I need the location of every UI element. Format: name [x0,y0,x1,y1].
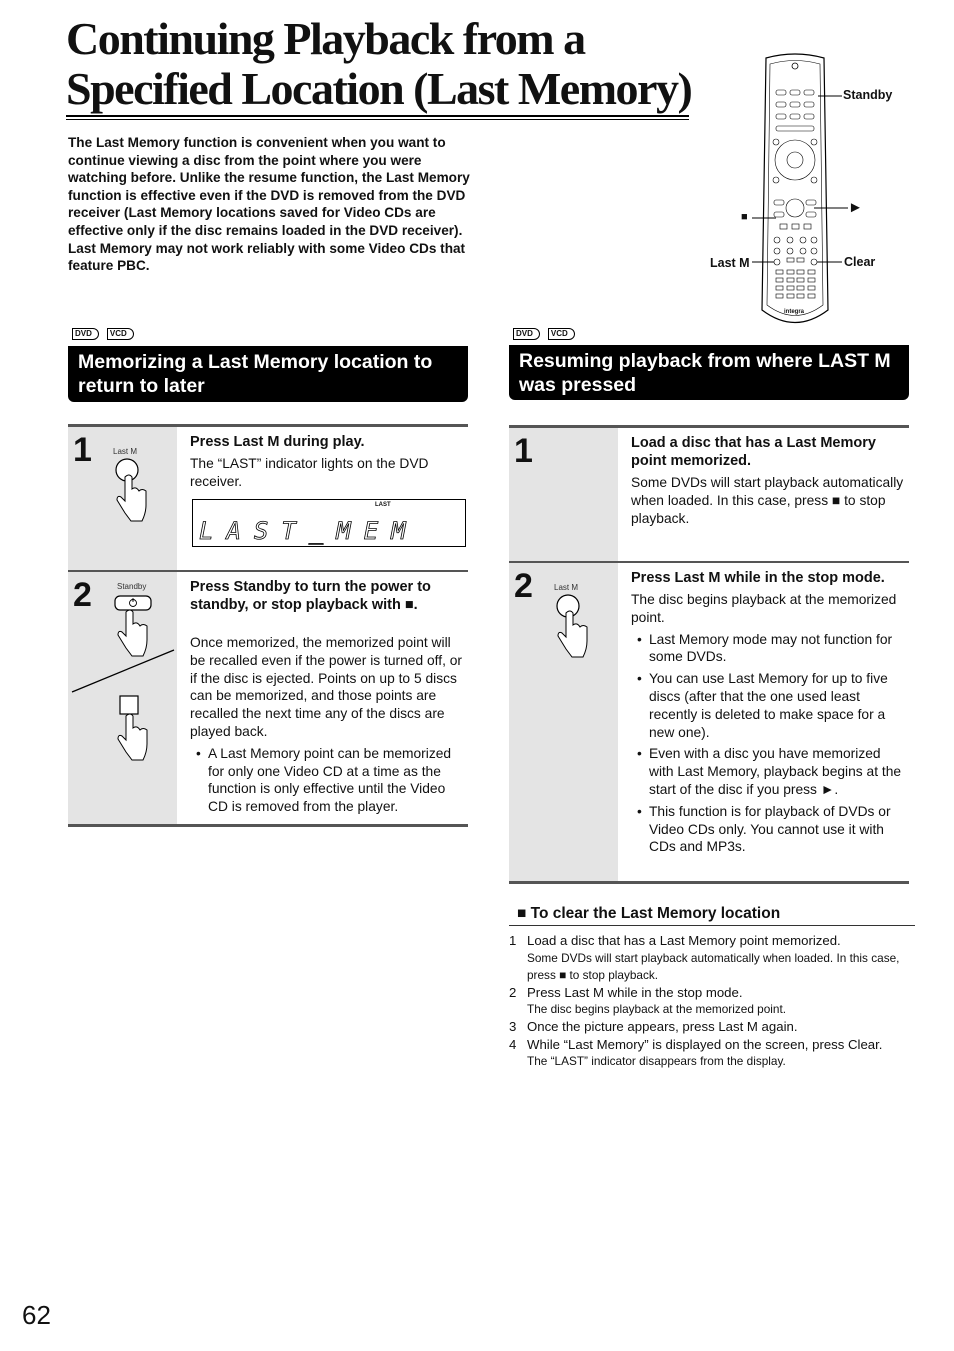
clear-section [509,905,909,1070]
vcd-badge: VCD [107,328,134,340]
vcd-badge: VCD [548,328,575,340]
stop-callout: ■ [741,211,748,223]
step-text: The “LAST” indicator lights on the DVD receiver. [190,456,429,489]
step-bullets [631,631,905,857]
clear-step-text: Press Last M while in the stop mode. [527,984,743,1000]
clear-step-note: Some DVDs will start playback automatically when loaded. In this case, press ■ to stop playback. [527,950,900,982]
step-text: Some DVDs will start playback automatically when loaded. In this case, press ■ to stop playback. [631,475,904,526]
bullet-item: • You can use Last Memory for up to five discs (after that the one used least recently is deleted to make space for a new one). [631,670,905,741]
clear-step-note: The disc begins playback at the memorized point. [527,1002,787,1016]
clear-step-item [509,932,909,984]
front-panel-display [192,499,466,547]
step-text: The disc begins playback at the memorized point. [631,592,897,625]
clear-step-item [509,1036,909,1071]
title-rule [66,115,689,120]
dvd-badge: DVD [72,328,99,340]
intro-text [68,134,473,275]
clear-step-number: 4 [509,1036,517,1052]
resuming-heading: Resuming playback from where LAST M was pressed [509,345,909,400]
remote-illustration [700,50,920,335]
step-number: 1 [514,432,533,470]
page-number: 62 [22,1300,51,1330]
step-title: Press Last M while in the stop mode. [631,570,885,586]
last-m-callout: Last M [710,256,750,270]
memorizing-heading: Memorizing a Last Memory location to return to later [68,346,468,402]
step-title: Press Standby to turn the power to standby, or stop playback with ■. [190,579,431,613]
disc-badges [513,328,575,340]
clear-step-number: 1 [509,933,517,948]
key-label: Standby [117,582,147,591]
step-number: 1 [73,431,92,469]
last-indicator: LAST [375,501,391,508]
finger-press-icon [108,455,168,525]
bullet-item: • This function is for playback of DVDs or Video CDs only. You cannot use it with CDs and MP3s. [631,803,905,856]
standby-callout: Standby [843,88,893,102]
clear-step-text: Once the picture appears, press Last M again. [527,1019,798,1034]
clear-step-item [509,984,909,1019]
clear-step-text: While “Last Memory” is displayed on the screen, press Clear. [527,1036,883,1052]
step-number: 2 [73,576,92,614]
standby-press-icon [68,592,177,772]
resuming-step-2 [509,561,909,881]
clear-step-note: The “LAST” indicator disappears from the display. [527,1054,786,1068]
bullet-item: • Last Memory mode may not function for some DVDs. [631,631,905,667]
remote-brand: integra [784,309,805,315]
intro-paragraph: Last Memory may not work reliably with some Video CDs that feature PBC. [68,240,466,274]
bullet-item: • Even with a disc you have memorized with Last Memory, playback begins at the start of the disc if you press ►. [631,745,905,798]
clear-heading: ■ To clear the Last Memory location [509,905,915,926]
page-title: Continuing Playback from a Specified Location (Last Memory) [66,13,692,114]
step-title: Press Last M during play. [190,434,365,450]
memorizing-step-2 [68,570,468,824]
intro-paragraph: The Last Memory function is convenient when you want to continue viewing a disc from the point where you were watching before. Unlike the resume function, the Last Memory function is effective even if the DVD is removed from the DVD receiver (Last Memory locations saved for Video CDs are effective only if the disc remains loaded in the DVD receiver). [68,135,470,238]
resuming-steps [509,425,909,884]
key-label: Last M [554,583,579,592]
resuming-step-1 [509,428,909,561]
display-segment-text: LAST_MEM [199,516,419,545]
finger-press-icon [549,591,609,661]
bullet-item: • A Last Memory point can be memorized for only one Video CD at a time as the function is only effective until the Video CD is removed from the player. [190,745,464,816]
memorizing-step-1 [68,427,468,570]
step-text: Once memorized, the memorized point will be recalled even if the power is turned off, or if the disc is ejected. Points on up to 5 discs can be memorized, and those points are recalled the next time any of the discs are played back. [190,635,463,739]
play-callout: ► [848,199,863,216]
step-bullets [190,745,464,816]
clear-callout: Clear [844,255,876,269]
disc-badges [72,328,134,340]
memorizing-steps [68,424,468,827]
key-label: Last M [113,447,138,456]
step-number: 2 [514,567,533,605]
dvd-badge: DVD [513,328,540,340]
clear-step-text: Load a disc that has a Last Memory point memorized. [527,933,841,948]
clear-step-item [509,1018,909,1036]
clear-step-number: 3 [509,1019,517,1034]
clear-step-number: 2 [509,984,517,1000]
clear-steps-list [509,932,909,1070]
step-title: Load a disc that has a Last Memory point memorized. [631,435,876,469]
